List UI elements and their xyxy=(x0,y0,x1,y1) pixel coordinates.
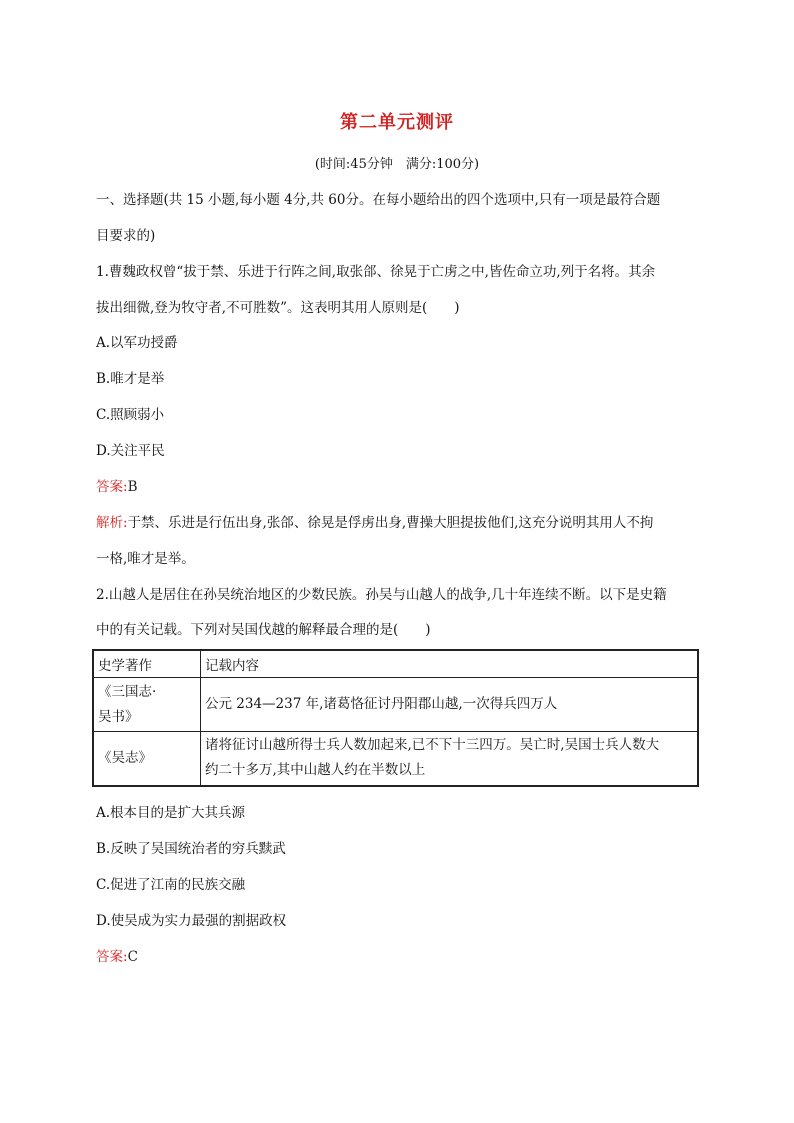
table-row xyxy=(93,678,698,732)
table-cell-work xyxy=(93,678,201,732)
q1-option-c: C.照顾弱小 xyxy=(96,407,165,423)
q1-answer-value: B xyxy=(127,479,138,495)
exam-time-score: (时间:45分钟 满分:100分) xyxy=(314,157,480,172)
section-instructions-line2: 目要求的) xyxy=(96,228,156,244)
q2-stem-line2: 中的有关记载。下列对吴国伐越的解释最合理的是( ) xyxy=(96,622,431,638)
table-row xyxy=(93,732,698,786)
historical-records-table xyxy=(92,649,699,787)
table-header-row xyxy=(93,650,698,678)
q1-analysis-line1 xyxy=(96,513,706,533)
q1-option-d: D.关注平民 xyxy=(96,443,165,459)
table-cell-content xyxy=(201,678,699,732)
table-header-content: 记载内容 xyxy=(201,650,699,678)
q1-answer xyxy=(96,477,706,497)
q2-option-b: B.反映了吴国统治者的穷兵黩武 xyxy=(96,841,286,857)
q1-option-a: A.以军功授爵 xyxy=(96,335,178,351)
content-line: 公元 234—237 年,诸葛恪征讨丹阳郡山越,一次得兵四万人 xyxy=(205,696,558,712)
section-instructions-line1: 一、选择题(共 15 小题,每小题 4分,共 60分。在每小题给出的四个选项中,只有一项是最符合题 xyxy=(96,192,661,208)
page-title: 第二单元测评 xyxy=(340,112,454,133)
q2-option-d: D.使吴成为实力最强的割据政权 xyxy=(96,913,287,929)
content-line: 约二十多万,其中山越人约在半数以上 xyxy=(205,762,426,779)
work-line: 《吴志》 xyxy=(98,749,152,766)
q2-stem-line1: 2.山越人是居住在孙吴统治地区的少数民族。孙吴与山越人的战争,几十年连续不断。以下是史籍 xyxy=(96,587,667,603)
q2-answer xyxy=(96,947,706,967)
q1-answer-label: 答案: xyxy=(96,479,128,495)
q2-option-a: A.根本目的是扩大其兵源 xyxy=(96,805,246,821)
work-line: 《三国志· xyxy=(98,683,157,700)
table-cell-content xyxy=(201,732,699,786)
q1-stem-line2: 拔出细微,登为牧守者,不可胜数”。这表明其用人原则是( ) xyxy=(96,300,460,316)
q1-option-b: B.唯才是举 xyxy=(96,371,165,387)
table-cell-work xyxy=(93,732,201,786)
q1-analysis-label: 解析: xyxy=(96,515,128,531)
content-line: 诸将征讨山越所得士兵人数加起来,已不下十三四万。吴亡时,吴国士兵人数大 xyxy=(205,737,660,754)
q2-answer-value: C xyxy=(127,949,138,965)
q2-option-c: C.促进了江南的民族交融 xyxy=(96,877,246,893)
q1-analysis-line2: 一格,唯才是举。 xyxy=(96,551,195,567)
q2-answer-label: 答案: xyxy=(96,949,128,965)
table-header-work: 史学著作 xyxy=(93,650,201,678)
q1-analysis-text: 于禁、乐进是行伍出身,张郃、徐晃是俘虏出身,曹操大胆提拔他们,这充分说明其用人不拘 xyxy=(127,515,654,531)
q1-stem-line1: 1.曹魏政权曾“拔于禁、乐进于行阵之间,取张郃、徐晃于亡虏之中,皆佐命立功,列于名将。其余 xyxy=(96,264,656,280)
work-line: 吴书》 xyxy=(98,708,139,725)
